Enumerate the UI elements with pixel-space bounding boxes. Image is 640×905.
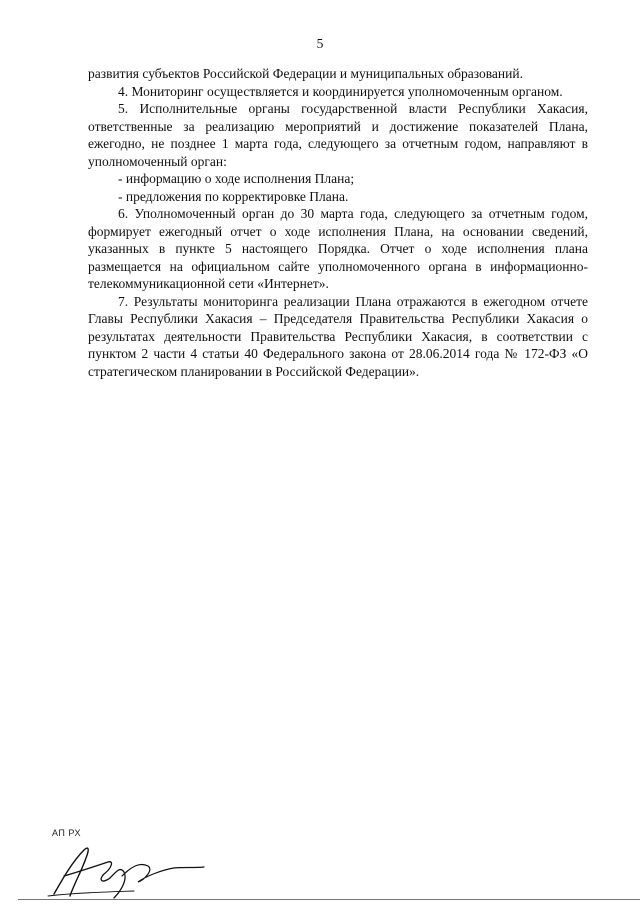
paragraph-item-6: 6. Уполномоченный орган до 30 марта года, следующего за отчетным годом, формирует ежегодный отчет о ходе исполнения Плана, на основании сведений, указанных в пункте 5 настоящего Порядка. Отчет о ходе исполнения плана размещается на официальном сайте уполномоченного органа в информационно-телекоммуникационной сети «Интернет». (88, 206, 588, 291)
bottom-divider (18, 899, 640, 900)
list-item-proposals: - предложения по корректировке Плана. (118, 188, 349, 204)
page-number: 5 (316, 36, 324, 51)
approval-stamp: АП РХ (52, 828, 81, 838)
paragraph-item-4: 4. Мониторинг осуществляется и координируется уполномоченным органом. (118, 83, 563, 99)
paragraph-continuation: развития субъектов Российской Федерации и муниципальных образований. (88, 66, 523, 81)
signature-icon (44, 836, 214, 902)
document-body (88, 65, 588, 380)
paragraph-item-5: 5. Исполнительные органы государственной власти Республики Хакасия, ответственные за реализацию мероприятий и достижение показателей Плана, ежегодно, не позднее 1 марта года, следующего за отчетным годом, направляют в уполномоченный орган: (88, 101, 588, 169)
list-item-information: - информацию о ходе исполнения Плана; (118, 171, 355, 186)
paragraph-item-7: 7. Результаты мониторинга реализации Плана отражаются в ежегодном отчете Главы Республики Хакасия – Председателя Правительства Республики Хакасия о результатах деятельности Правительства Республики Хакасия, в соответствии с пунктом 2 части 4 статьи 40 Федерального закона от 28.06.2014 года № 172-ФЗ «О стратегическом планировании в Российской Федерации». (88, 293, 588, 379)
